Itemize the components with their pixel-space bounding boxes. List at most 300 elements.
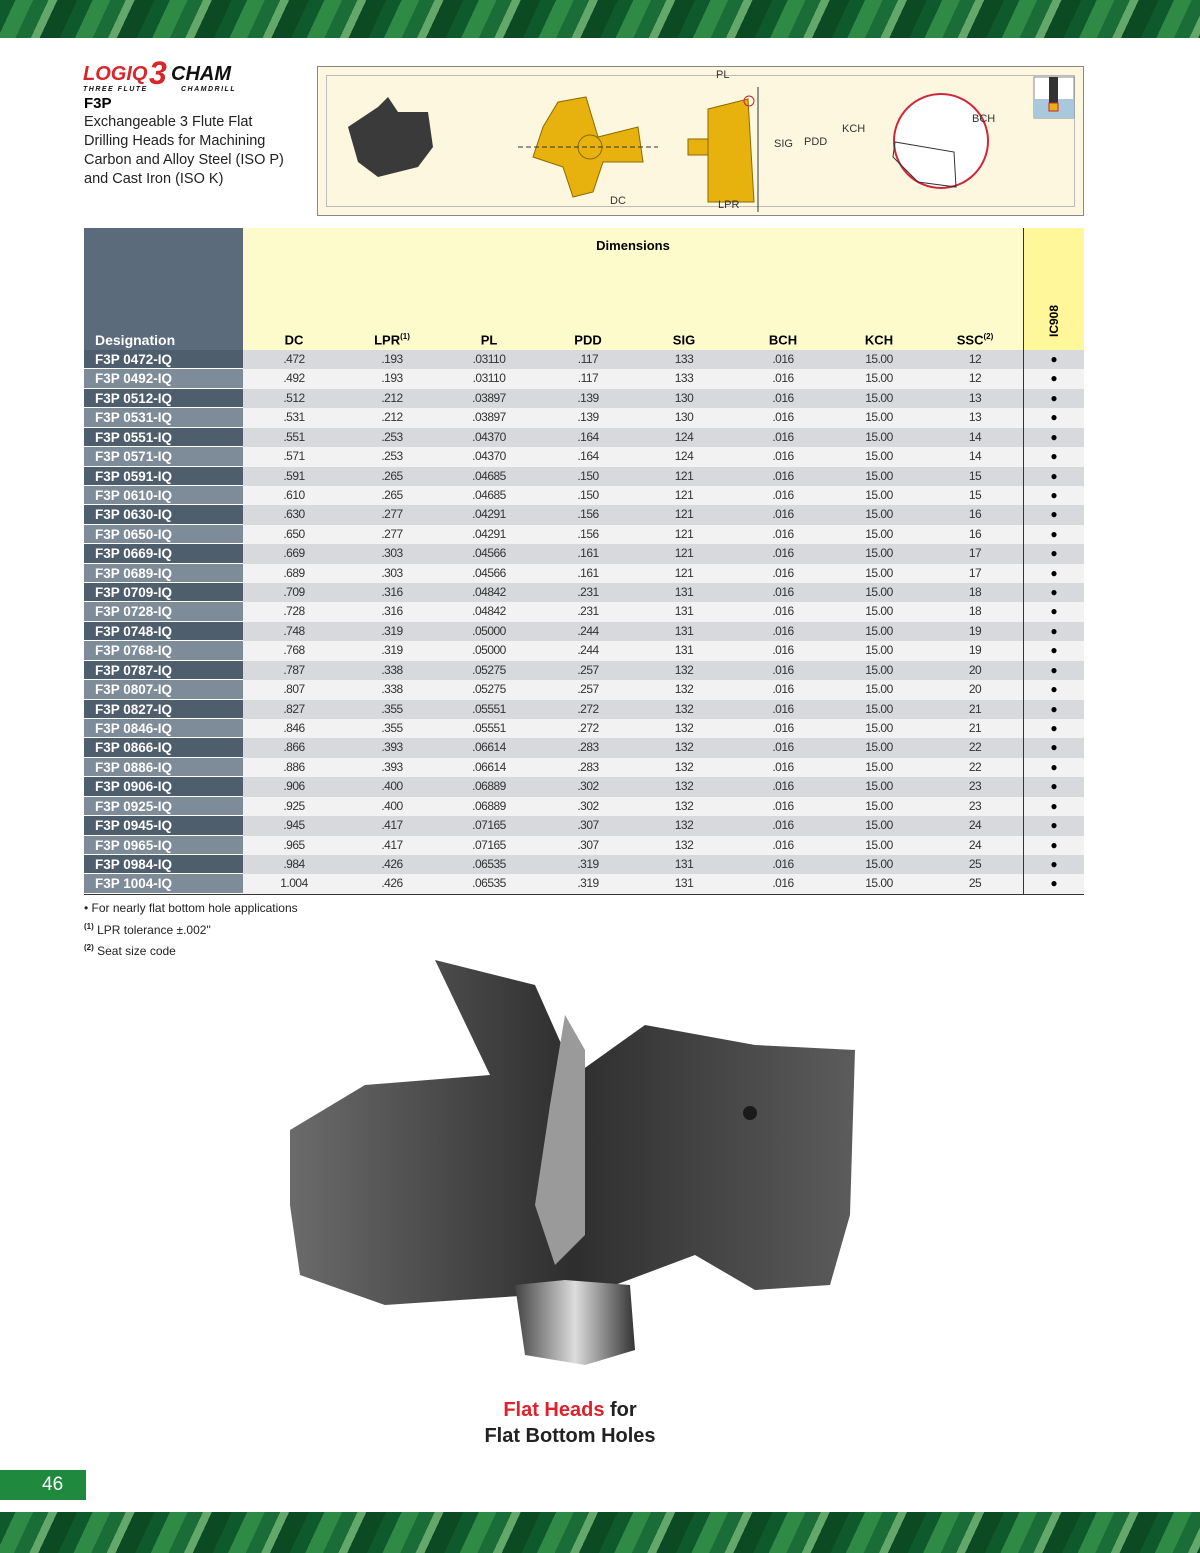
value-cell: .016 <box>772 643 794 658</box>
value-cell: .016 <box>772 371 794 386</box>
table-row <box>84 816 1084 835</box>
table-row <box>84 369 1084 388</box>
table-row <box>84 467 1084 486</box>
table-footnotes <box>84 900 298 961</box>
value-cell: 15.00 <box>865 837 893 852</box>
designation-cell: F3P 0768-IQ <box>84 641 243 660</box>
value-cell: 132 <box>674 779 694 794</box>
value-cell: .04842 <box>472 585 506 600</box>
availability-dot: ● <box>1023 564 1084 583</box>
value-cell: 15 <box>968 487 982 502</box>
designation-cell: F3P 0827-IQ <box>84 700 243 719</box>
logiq3cham-logo <box>83 58 258 96</box>
value-cell: .906 <box>283 779 305 794</box>
availability-dot: ● <box>1023 389 1084 408</box>
pdd-label: PDD <box>804 136 828 148</box>
value-cell: 121 <box>674 468 694 483</box>
value-cell: 132 <box>674 818 694 833</box>
value-cell: .272 <box>577 701 599 716</box>
value-cell: 15.00 <box>865 662 893 677</box>
value-cell: .016 <box>772 546 794 561</box>
value-cell: 24 <box>968 818 982 833</box>
designation-cell: F3P 0650-IQ <box>84 525 243 544</box>
table-row <box>84 602 1084 621</box>
value-cell: 132 <box>674 837 694 852</box>
value-cell: .04291 <box>472 526 506 541</box>
value-cell: .768 <box>283 643 305 658</box>
designation-cell: F3P 0886-IQ <box>84 758 243 777</box>
availability-dot: ● <box>1023 700 1084 719</box>
value-cell: .016 <box>772 662 794 677</box>
designation-cell: F3P 0807-IQ <box>84 680 243 699</box>
value-cell: 19 <box>968 623 982 638</box>
value-cell: .319 <box>577 876 599 891</box>
availability-dot: ● <box>1023 622 1084 641</box>
value-cell: 132 <box>674 701 694 716</box>
column-header-kch: KCH <box>864 332 894 347</box>
value-cell: .016 <box>772 856 794 871</box>
table-row <box>84 874 1084 893</box>
value-cell: 17 <box>968 546 982 561</box>
value-cell: 18 <box>968 604 982 619</box>
designation-cell: F3P 0610-IQ <box>84 486 243 505</box>
value-cell: .212 <box>381 410 403 425</box>
value-cell: 130 <box>674 410 694 425</box>
value-cell: 121 <box>674 507 694 522</box>
value-cell: .016 <box>772 526 794 541</box>
value-cell: .016 <box>772 837 794 852</box>
value-cell: 15.00 <box>865 429 893 444</box>
value-cell: .886 <box>283 759 305 774</box>
value-cell: .319 <box>381 623 403 638</box>
value-cell: .319 <box>381 643 403 658</box>
value-cell: 15 <box>968 468 982 483</box>
value-cell: .591 <box>283 468 305 483</box>
value-cell: 121 <box>674 565 694 580</box>
table-row <box>84 544 1084 563</box>
dimension-diagram <box>317 66 1084 216</box>
value-cell: .016 <box>772 876 794 891</box>
designation-cell: F3P 0925-IQ <box>84 797 243 816</box>
value-cell: .04685 <box>472 487 506 502</box>
value-cell: .150 <box>577 468 599 483</box>
value-cell: 15.00 <box>865 876 893 891</box>
value-cell: 131 <box>674 623 694 638</box>
value-cell: .787 <box>283 662 305 677</box>
value-cell: .400 <box>381 798 403 813</box>
value-cell: .04566 <box>472 565 506 580</box>
value-cell: 12 <box>968 352 982 366</box>
value-cell: .03110 <box>472 371 506 386</box>
value-cell: 121 <box>674 546 694 561</box>
table-row <box>84 350 1084 369</box>
availability-dot: ● <box>1023 602 1084 621</box>
value-cell: .06535 <box>472 876 506 891</box>
availability-dot: ● <box>1023 855 1084 874</box>
value-cell: 13 <box>968 390 982 405</box>
page-number: 46 <box>0 1470 86 1500</box>
value-cell: 25 <box>968 876 982 891</box>
footnote-bullet: • For nearly flat bottom hole applications <box>84 901 298 915</box>
designation-cell: F3P 0591-IQ <box>84 467 243 486</box>
side-view-drawing <box>688 99 754 202</box>
value-cell: 130 <box>674 390 694 405</box>
value-cell: .016 <box>772 604 794 619</box>
table-row <box>84 389 1084 408</box>
dimensions-table <box>84 228 1084 895</box>
designation-cell: F3P 0709-IQ <box>84 583 243 602</box>
column-header-sig: SIG <box>672 332 696 347</box>
value-cell: .965 <box>283 837 305 852</box>
value-cell: 23 <box>968 798 982 813</box>
value-cell: .417 <box>381 837 403 852</box>
table-row <box>84 758 1084 777</box>
value-cell: .05551 <box>472 721 506 736</box>
value-cell: .338 <box>381 662 403 677</box>
value-cell: .117 <box>577 352 599 366</box>
column-header-dc: DC <box>284 332 304 347</box>
value-cell: 124 <box>674 429 694 444</box>
value-cell: .272 <box>577 721 599 736</box>
kch-label: KCH <box>842 123 866 135</box>
value-cell: .07165 <box>472 837 506 852</box>
value-cell: 15.00 <box>865 682 893 697</box>
value-cell: .610 <box>283 487 305 502</box>
value-cell: .426 <box>381 876 403 891</box>
value-cell: 131 <box>674 643 694 658</box>
value-cell: 132 <box>674 662 694 677</box>
value-cell: .277 <box>381 526 403 541</box>
value-cell: .06535 <box>472 856 506 871</box>
value-cell: .07165 <box>472 818 506 833</box>
value-cell: 133 <box>674 371 694 386</box>
designation-cell: F3P 0945-IQ <box>84 816 243 835</box>
designation-cell: F3P 0492-IQ <box>84 369 243 388</box>
availability-dot: ● <box>1023 719 1084 738</box>
value-cell: 15.00 <box>865 371 893 386</box>
value-cell: 12 <box>968 371 982 386</box>
value-cell: 15.00 <box>865 701 893 716</box>
designation-cell: F3P 0748-IQ <box>84 622 243 641</box>
value-cell: 133 <box>674 352 694 366</box>
value-cell: .06889 <box>472 798 506 813</box>
value-cell: .531 <box>283 410 305 425</box>
value-cell: 24 <box>968 837 982 852</box>
column-header-pl: PL <box>480 332 498 347</box>
value-cell: .650 <box>283 526 305 541</box>
value-cell: .316 <box>381 604 403 619</box>
table-row <box>84 428 1084 447</box>
value-cell: 20 <box>968 662 982 677</box>
table-row <box>84 836 1084 855</box>
product-thumbnail <box>348 97 433 177</box>
value-cell: .117 <box>577 371 599 386</box>
value-cell: 20 <box>968 682 982 697</box>
availability-dot: ● <box>1023 874 1084 893</box>
availability-dot: ● <box>1023 486 1084 505</box>
value-cell: .307 <box>577 837 599 852</box>
designation-cell: F3P 0669-IQ <box>84 544 243 563</box>
value-cell: 15.00 <box>865 798 893 813</box>
value-cell: 131 <box>674 585 694 600</box>
svg-text:CHAMDRILL: CHAMDRILL <box>181 86 237 93</box>
table-row <box>84 777 1084 796</box>
value-cell: 23 <box>968 779 982 794</box>
footnote-1: $^{(1)}$ LPR tolerance ±.002" <box>84 921 211 937</box>
value-cell: 15.00 <box>865 759 893 774</box>
value-cell: 17 <box>968 565 982 580</box>
value-cell: .846 <box>283 721 305 736</box>
availability-dot: ● <box>1023 836 1084 855</box>
value-cell: 25 <box>968 856 982 871</box>
pl-label: PL <box>716 69 730 81</box>
availability-dot: ● <box>1023 428 1084 447</box>
value-cell: 15.00 <box>865 526 893 541</box>
value-cell: .257 <box>577 662 599 677</box>
availability-dot: ● <box>1023 447 1084 466</box>
value-cell: 21 <box>968 701 982 716</box>
value-cell: 1.004 <box>280 876 308 891</box>
value-cell: .393 <box>381 740 403 755</box>
value-cell: 22 <box>968 740 982 755</box>
availability-dot: ● <box>1023 797 1084 816</box>
value-cell: .04291 <box>472 507 506 522</box>
value-cell: 132 <box>674 759 694 774</box>
value-cell: .04685 <box>472 468 506 483</box>
value-cell: 15.00 <box>865 468 893 483</box>
value-cell: 15.00 <box>865 623 893 638</box>
value-cell: 121 <box>674 526 694 541</box>
value-cell: .016 <box>772 449 794 464</box>
designation-cell: F3P 0866-IQ <box>84 738 243 757</box>
value-cell: .06614 <box>472 740 506 755</box>
value-cell: .016 <box>772 487 794 502</box>
value-cell: 15.00 <box>865 604 893 619</box>
svg-text:LOGIQ: LOGIQ <box>83 63 148 85</box>
value-cell: 15.00 <box>865 585 893 600</box>
value-cell: 15.00 <box>865 507 893 522</box>
table-row <box>84 641 1084 660</box>
value-cell: .630 <box>283 507 305 522</box>
sig-label: SIG <box>774 138 793 150</box>
value-cell: .355 <box>381 701 403 716</box>
designation-cell: F3P 0906-IQ <box>84 777 243 796</box>
value-cell: .03110 <box>472 352 506 366</box>
value-cell: .016 <box>772 818 794 833</box>
value-cell: 15.00 <box>865 449 893 464</box>
value-cell: .193 <box>381 352 403 366</box>
value-cell: .283 <box>577 759 599 774</box>
value-cell: .212 <box>381 390 403 405</box>
value-cell: .689 <box>283 565 305 580</box>
value-cell: .728 <box>283 604 305 619</box>
value-cell: 132 <box>674 798 694 813</box>
value-cell: .807 <box>283 682 305 697</box>
value-cell: .05000 <box>472 643 506 658</box>
value-cell: .355 <box>381 721 403 736</box>
value-cell: .156 <box>577 507 599 522</box>
value-cell: .253 <box>381 449 403 464</box>
table-row <box>84 855 1084 874</box>
application-icon <box>1034 77 1074 118</box>
value-cell: .139 <box>577 410 599 425</box>
flat-drill-head-photo <box>285 955 865 1385</box>
value-cell: 132 <box>674 682 694 697</box>
value-cell: .164 <box>577 449 599 464</box>
chamfer-detail-drawing <box>893 94 988 188</box>
value-cell: .161 <box>577 565 599 580</box>
value-cell: .400 <box>381 779 403 794</box>
table-row <box>84 661 1084 680</box>
value-cell: .265 <box>381 468 403 483</box>
table-row <box>84 525 1084 544</box>
svg-text:CHAM: CHAM <box>171 63 231 85</box>
column-header-lpr: LPR$^{(1)}$ <box>374 331 410 347</box>
value-cell: .244 <box>577 643 599 658</box>
table-row <box>84 564 1084 583</box>
value-cell: .139 <box>577 390 599 405</box>
product-caption: Flat Heads for Flat Bottom Holes <box>484 1399 656 1447</box>
availability-dot: ● <box>1023 369 1084 388</box>
value-cell: .748 <box>283 623 305 638</box>
value-cell: 16 <box>968 526 982 541</box>
value-cell: 15.00 <box>865 487 893 502</box>
value-cell: 14 <box>968 429 982 444</box>
value-cell: .417 <box>381 818 403 833</box>
value-cell: .016 <box>772 468 794 483</box>
value-cell: .04370 <box>472 429 506 444</box>
table-row <box>84 505 1084 524</box>
value-cell: 132 <box>674 721 694 736</box>
table-row <box>84 486 1084 505</box>
value-cell: .016 <box>772 759 794 774</box>
table-row <box>84 797 1084 816</box>
value-cell: 15.00 <box>865 643 893 658</box>
value-cell: .253 <box>381 429 403 444</box>
designation-cell: F3P 0846-IQ <box>84 719 243 738</box>
value-cell: .06889 <box>472 779 506 794</box>
value-cell: 131 <box>674 604 694 619</box>
value-cell: 124 <box>674 449 694 464</box>
lpr-label: LPR <box>718 199 740 211</box>
value-cell: 15.00 <box>865 352 893 366</box>
value-cell: .04566 <box>472 546 506 561</box>
value-cell: .03897 <box>472 390 506 405</box>
value-cell: .016 <box>772 565 794 580</box>
bch-label: BCH <box>972 113 996 125</box>
value-cell: 18 <box>968 585 982 600</box>
designation-header: Designation <box>84 228 243 350</box>
availability-dot: ● <box>1023 525 1084 544</box>
availability-dot: ● <box>1023 505 1084 524</box>
designation-cell: F3P 0531-IQ <box>84 408 243 427</box>
designation-cell: F3P 1004-IQ <box>84 874 243 893</box>
value-cell: .231 <box>577 585 599 600</box>
value-cell: .016 <box>772 682 794 697</box>
svg-text:THREE FLUTE: THREE FLUTE <box>83 86 148 93</box>
availability-dot: ● <box>1023 583 1084 602</box>
table-row <box>84 719 1084 738</box>
availability-dot: ● <box>1023 680 1084 699</box>
table-row <box>84 738 1084 757</box>
drill-head-drawings <box>318 67 1085 217</box>
value-cell: .156 <box>577 526 599 541</box>
designation-cell: F3P 0512-IQ <box>84 389 243 408</box>
value-cell: .257 <box>577 682 599 697</box>
value-cell: .551 <box>283 429 305 444</box>
value-cell: .05275 <box>472 662 506 677</box>
table-row <box>84 622 1084 641</box>
value-cell: 19 <box>968 643 982 658</box>
value-cell: .016 <box>772 701 794 716</box>
availability-dot: ● <box>1023 661 1084 680</box>
designation-cell: F3P 0728-IQ <box>84 602 243 621</box>
availability-dot: ● <box>1023 777 1084 796</box>
value-cell: 121 <box>674 487 694 502</box>
value-cell: .016 <box>772 390 794 405</box>
value-cell: 132 <box>674 740 694 755</box>
value-cell: .016 <box>772 429 794 444</box>
series-title: F3P <box>84 95 112 112</box>
value-cell: .016 <box>772 779 794 794</box>
value-cell: .472 <box>283 352 305 366</box>
value-cell: 21 <box>968 721 982 736</box>
designation-cell: F3P 0571-IQ <box>84 447 243 466</box>
designation-cell: F3P 0984-IQ <box>84 855 243 874</box>
value-cell: .04370 <box>472 449 506 464</box>
availability-dot: ● <box>1023 738 1084 757</box>
value-cell: 131 <box>674 876 694 891</box>
value-cell: .016 <box>772 352 794 366</box>
value-cell: .709 <box>283 585 305 600</box>
designation-cell: F3P 0630-IQ <box>84 505 243 524</box>
value-cell: 15.00 <box>865 740 893 755</box>
value-cell: .150 <box>577 487 599 502</box>
dimensions-header: Dimensions DC LPR$^{(1)}$ PL PDD SIG BCH KCH SSC$^{(2)}$ <box>243 228 1023 350</box>
value-cell: .016 <box>772 721 794 736</box>
availability-dot: ● <box>1023 544 1084 563</box>
table-row <box>84 680 1084 699</box>
designation-cell: F3P 0551-IQ <box>84 428 243 447</box>
series-description: Exchangeable 3 Flute Flat Drilling Heads for Machining Carbon and Alloy Steel (ISO P) and Cast Iron (ISO K) <box>84 114 284 187</box>
value-cell: .316 <box>381 585 403 600</box>
value-cell: .164 <box>577 429 599 444</box>
footnote-2: $^{(2)}$ Seat size code <box>84 943 176 958</box>
value-cell: .512 <box>283 390 305 405</box>
value-cell: .03897 <box>472 410 506 425</box>
svg-text:3: 3 <box>149 58 167 91</box>
availability-dot: ● <box>1023 641 1084 660</box>
value-cell: .277 <box>381 507 403 522</box>
designation-cell: F3P 0472-IQ <box>84 350 243 369</box>
value-cell: 15.00 <box>865 565 893 580</box>
value-cell: .866 <box>283 740 305 755</box>
availability-dot: ● <box>1023 467 1084 486</box>
value-cell: .016 <box>772 798 794 813</box>
column-header-pdd: PDD <box>574 332 602 347</box>
value-cell: .302 <box>577 779 599 794</box>
value-cell: 131 <box>674 856 694 871</box>
column-header-ssc: SSC$^{(2)}$ <box>956 331 994 347</box>
availability-dot: ● <box>1023 408 1084 427</box>
value-cell: .265 <box>381 487 403 502</box>
value-cell: 22 <box>968 759 982 774</box>
value-cell: .04842 <box>472 604 506 619</box>
value-cell: 13 <box>968 410 982 425</box>
dc-label: DC <box>610 195 626 207</box>
value-cell: .319 <box>577 856 599 871</box>
value-cell: 15.00 <box>865 546 893 561</box>
